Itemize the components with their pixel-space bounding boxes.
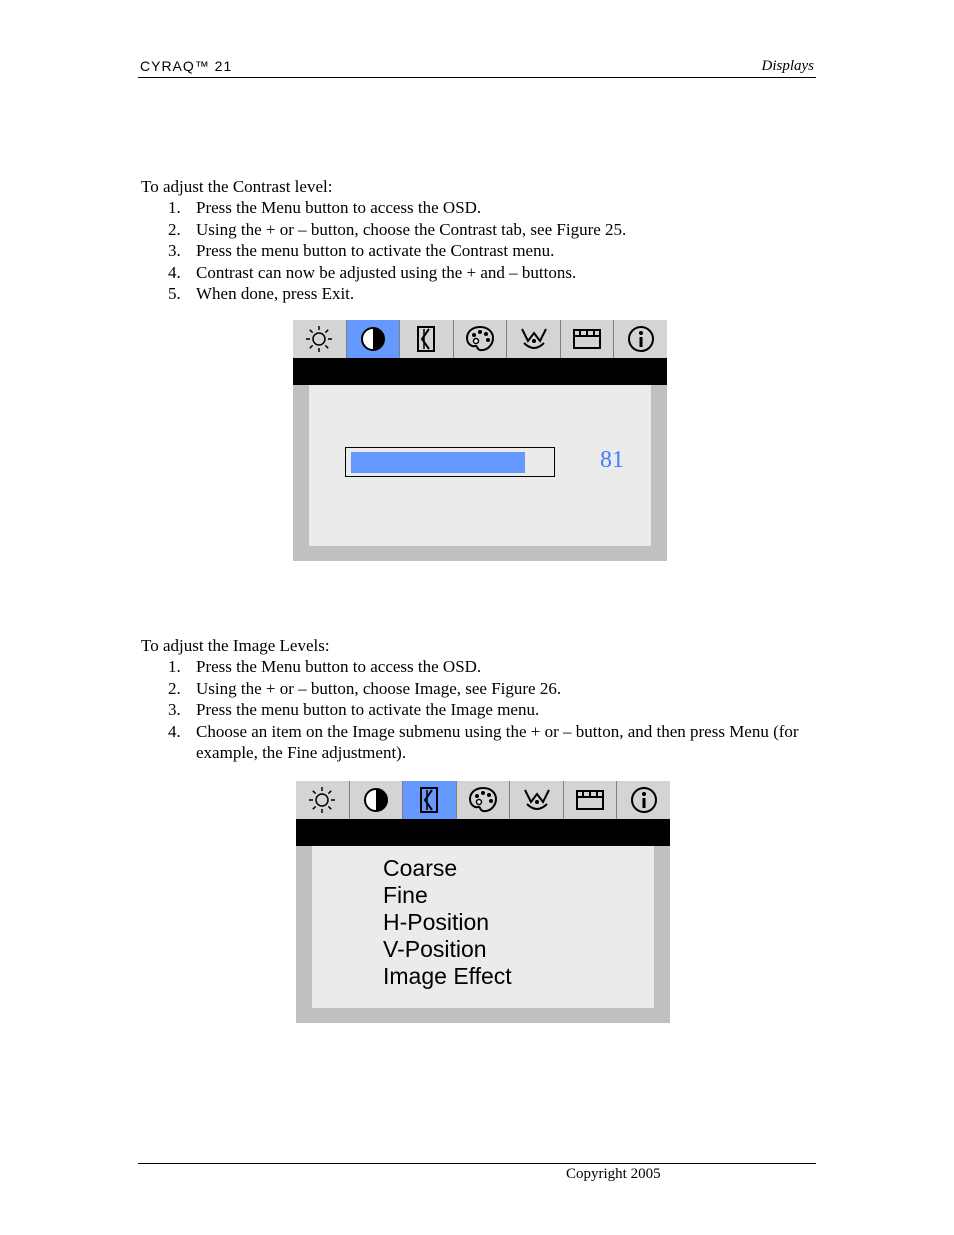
step-text: Choose an item on the Image submenu using the + or – button, and then press Menu (for example, the Fine adjustment). — [196, 721, 799, 762]
menu-item-h-position[interactable]: H-Position — [383, 909, 490, 935]
osd-panel — [309, 385, 651, 546]
osd-tab-bar — [296, 781, 670, 819]
list-item — [141, 699, 801, 721]
step-text: Using the + or – button, choose the Contrast tab, see Figure 25. — [196, 219, 627, 239]
osd-tab-utility[interactable] — [561, 320, 615, 358]
osd-tab-image[interactable] — [400, 320, 454, 358]
osd-icon — [521, 784, 553, 816]
contrast-icon — [357, 323, 389, 355]
step-text: Press the menu button to activate the Image menu. — [196, 700, 540, 719]
osd-image-figure — [296, 781, 670, 1023]
image-intro: To adjust the Image Levels: — [141, 636, 330, 655]
list-item — [141, 678, 801, 700]
osd-tab-contrast[interactable] — [347, 320, 401, 358]
list-item — [141, 219, 801, 241]
step-text: Press the menu button to activate the Contrast menu. — [196, 241, 555, 260]
step-number: 4. — [168, 721, 181, 741]
step-number: 3. — [168, 700, 181, 719]
osd-icon — [518, 323, 550, 355]
info-icon — [625, 323, 657, 355]
list-item — [141, 262, 801, 284]
image-steps — [141, 656, 801, 764]
osd-body — [293, 385, 667, 561]
image-submenu — [383, 855, 512, 990]
copyright-text: Copyright 2005 — [566, 1166, 661, 1182]
osd-tab-color[interactable] — [457, 781, 511, 819]
step-number: 4. — [168, 262, 181, 282]
color-icon — [464, 323, 496, 355]
list-item — [141, 656, 801, 678]
header-product-name: CYRAQ™ 21 — [140, 58, 233, 74]
osd-title-bar — [293, 358, 667, 385]
list-item — [141, 197, 801, 219]
step-number: 2. — [168, 678, 181, 698]
info-icon — [628, 784, 660, 816]
osd-body — [296, 846, 670, 1023]
page-footer — [138, 1163, 816, 1182]
osd-tab-color[interactable] — [454, 320, 508, 358]
osd-panel — [312, 846, 654, 1008]
step-text: Press the Menu button to access the OSD. — [196, 657, 482, 676]
image-icon — [413, 784, 445, 816]
osd-tab-osd[interactable] — [510, 781, 564, 819]
list-item — [141, 283, 801, 305]
contrast-intro: To adjust the Contrast level: — [141, 177, 333, 196]
menu-item-coarse[interactable]: Coarse — [383, 855, 458, 881]
image-icon — [410, 323, 442, 355]
contrast-value: 81 — [600, 447, 624, 473]
step-text: When done, press Exit. — [196, 284, 355, 303]
osd-title-bar — [296, 819, 670, 846]
step-number: 1. — [168, 657, 181, 676]
menu-item-image-effect[interactable]: Image Effect — [383, 963, 512, 989]
osd-tab-contrast[interactable] — [350, 781, 404, 819]
step-number: 3. — [168, 241, 181, 260]
brightness-icon — [306, 784, 338, 816]
osd-tab-info[interactable] — [614, 320, 667, 358]
osd-tab-bar — [293, 320, 667, 358]
page-header — [138, 56, 816, 78]
utility-icon — [571, 323, 603, 355]
step-number: 1. — [168, 198, 181, 217]
osd-tab-brightness[interactable] — [293, 320, 347, 358]
osd-tab-brightness[interactable] — [296, 781, 350, 819]
color-icon — [467, 784, 499, 816]
contrast-steps — [141, 197, 801, 305]
step-number: 2. — [168, 219, 181, 239]
osd-tab-utility[interactable] — [564, 781, 618, 819]
utility-icon — [574, 784, 606, 816]
header-section-name: Displays — [761, 58, 814, 74]
list-item — [141, 240, 801, 262]
step-number: 5. — [168, 284, 181, 303]
menu-item-fine[interactable]: Fine — [383, 882, 428, 908]
osd-tab-osd[interactable] — [507, 320, 561, 358]
contrast-level-bar[interactable] — [345, 447, 555, 477]
menu-item-v-position[interactable]: V-Position — [383, 936, 487, 962]
osd-contrast-figure — [293, 320, 667, 561]
step-text: Contrast can now be adjusted using the + and – buttons. — [196, 262, 577, 282]
contrast-level-fill — [351, 452, 525, 473]
brightness-icon — [303, 323, 335, 355]
list-item — [141, 721, 801, 764]
contrast-icon — [360, 784, 392, 816]
step-text: Using the + or – button, choose Image, see Figure 26. — [196, 678, 562, 698]
osd-tab-image[interactable] — [403, 781, 457, 819]
osd-tab-info[interactable] — [617, 781, 670, 819]
step-text: Press the Menu button to access the OSD. — [196, 198, 482, 217]
